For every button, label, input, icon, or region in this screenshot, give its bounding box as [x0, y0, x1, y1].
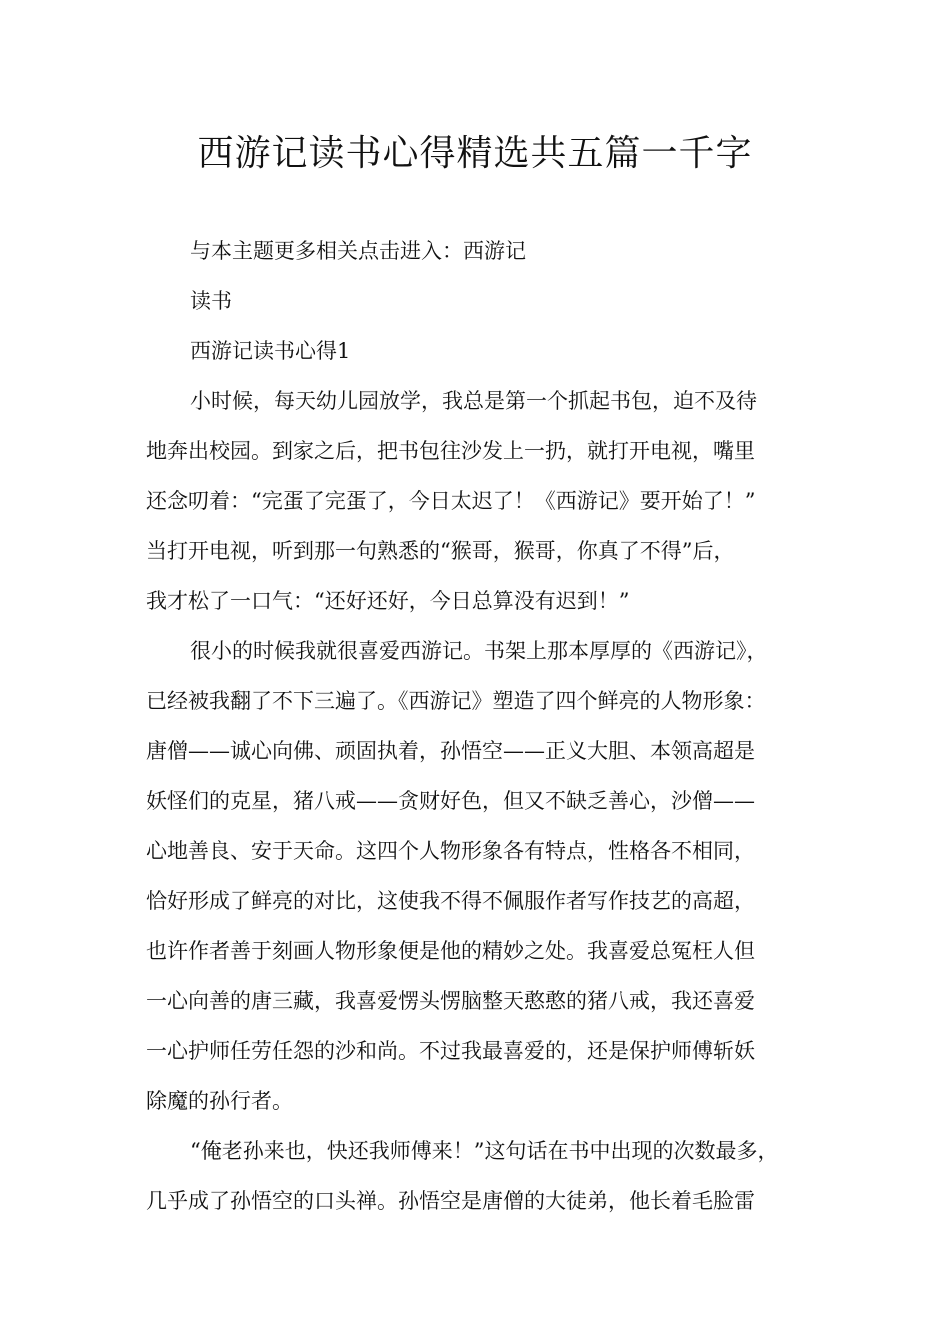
document-title: 西游记读书心得精选共五篇一千字 — [197, 133, 753, 174]
related-tag: 读书 — [190, 289, 232, 313]
section-heading: 西游记读书心得1 — [190, 339, 351, 363]
paragraph-line: 唐僧——诚心向佛、顽固执着，孙悟空——正义大胆、本领高超是 — [146, 739, 755, 763]
paragraph-line: 除魔的孙行者。 — [146, 1089, 293, 1113]
paragraph-line: 一心护师任劳任怨的沙和尚。不过我最喜爱的，还是保护师傅斩妖 — [146, 1039, 755, 1063]
related-topic-line: 与本主题更多相关点击进入：西游记 — [190, 239, 526, 263]
paragraph-line: 几乎成了孙悟空的口头禅。孙悟空是唐僧的大徒弟，他长着毛脸雷 — [146, 1189, 755, 1213]
paragraph-line: 妖怪们的克星，猪八戒——贪财好色，但又不缺乏善心，沙僧—— — [146, 789, 755, 813]
paragraph-line: 心地善良、安于天命。这四个人物形象各有特点，性格各不相同， — [146, 839, 755, 863]
paragraph-line: 很小的时候我就很喜爱西游记。书架上那本厚厚的《西游记》， — [190, 639, 768, 663]
paragraph-line: 还念叨着：“完蛋了完蛋了，今日太迟了！《西游记》要开始了！” — [146, 489, 756, 513]
paragraph-line: 已经被我翻了不下三遍了。《西游记》塑造了四个鲜亮的人物形象： — [146, 689, 766, 713]
paragraph-line: 也许作者善于刻画人物形象便是他的精妙之处。我喜爱总冤枉人但 — [146, 939, 755, 963]
paragraph-line: 一心向善的唐三藏，我喜爱愣头愣脑整天憨憨的猪八戒，我还喜爱 — [146, 989, 755, 1013]
paragraph-line: 恰好形成了鲜亮的对比，这使我不得不佩服作者写作技艺的高超， — [146, 889, 755, 913]
paragraph-line: 当打开电视，听到那一句熟悉的“猴哥，猴哥，你真了不得”后， — [146, 539, 735, 563]
paragraph-line: “俺老孙来也，快还我师傅来！”这句话在书中出现的次数最多， — [190, 1139, 779, 1163]
paragraph-line: 地奔出校园。到家之后，把书包往沙发上一扔，就打开电视，嘴里 — [146, 439, 755, 463]
paragraph-line: 小时候，每天幼儿园放学，我总是第一个抓起书包，迫不及待 — [190, 389, 757, 413]
paragraph-line: 我才松了一口气：“还好还好，今日总算没有迟到！” — [146, 589, 630, 613]
